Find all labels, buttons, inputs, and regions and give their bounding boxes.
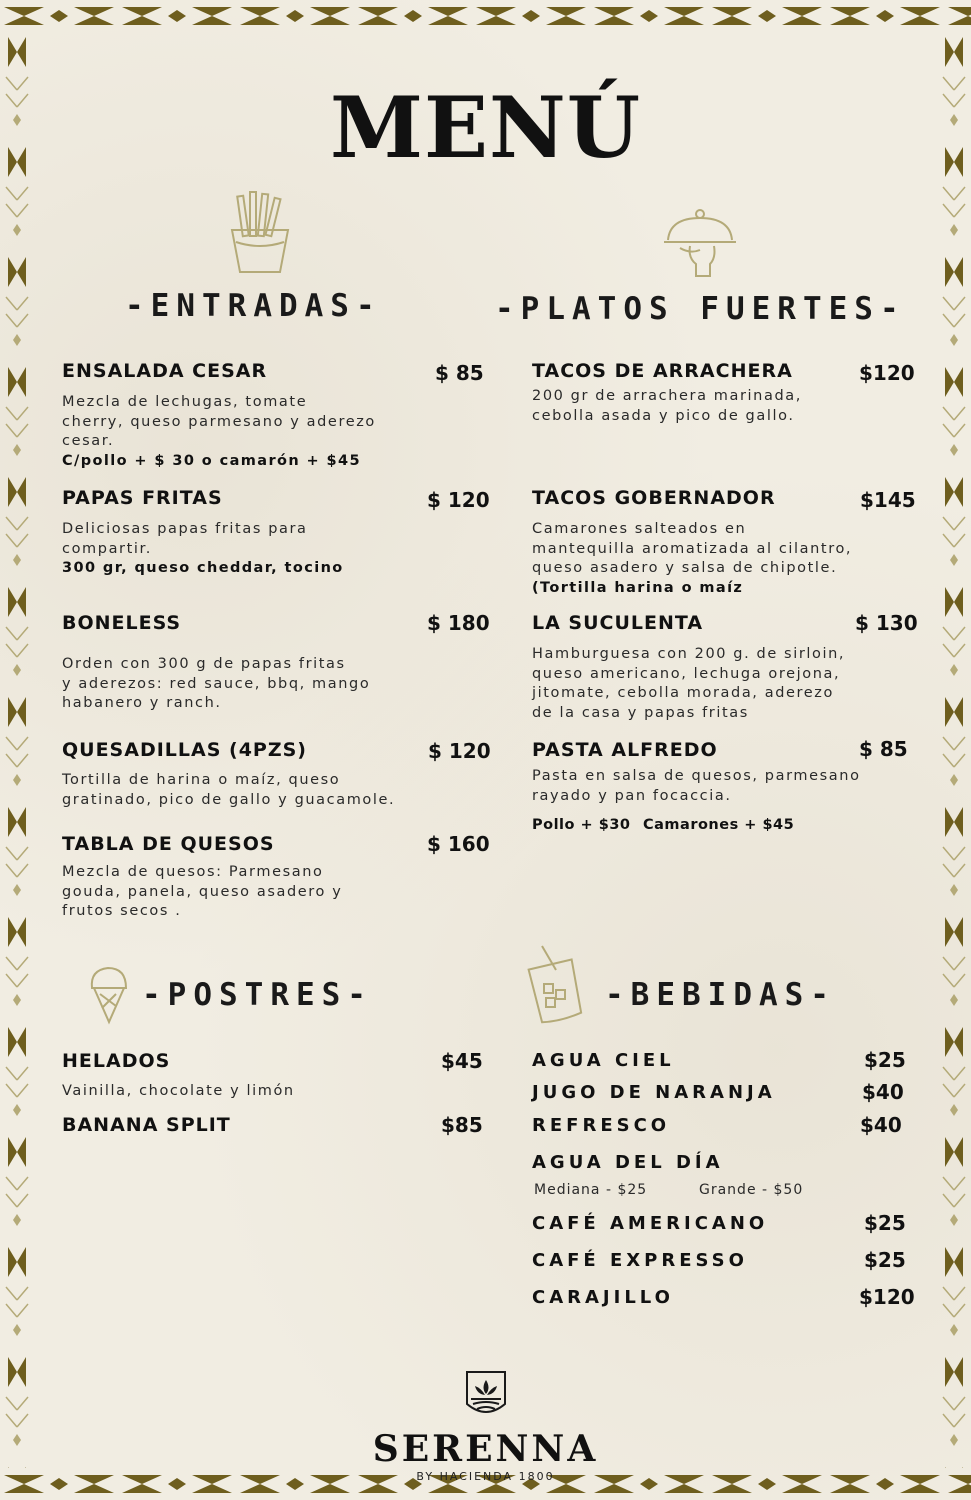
menu-item-name: HELADOS bbox=[62, 1050, 171, 1072]
ice-cream-icon bbox=[86, 962, 132, 1026]
lotus-crest-icon bbox=[465, 1370, 507, 1420]
menu-item-description: Camarones salteados en mantequilla aromatizada al cilantro, queso asadero y salsa de chipotle. (Tortilla harina o maíz bbox=[532, 521, 853, 596]
drink-name: JUGO DE NARANJA bbox=[532, 1082, 776, 1103]
drink-name: CAFÉ AMERICANO bbox=[532, 1213, 769, 1234]
menu-item-name: TACOS GOBERNADOR bbox=[532, 487, 776, 509]
section-title-bebidas: -BEBIDAS- bbox=[605, 977, 836, 1013]
drink-price: $120 bbox=[859, 1285, 915, 1309]
drink-name: CARAJILLO bbox=[532, 1287, 674, 1308]
drink-price: $25 bbox=[864, 1048, 906, 1072]
menu-item-price: $ 85 bbox=[859, 737, 908, 761]
menu-item-price: $ 120 bbox=[428, 739, 491, 763]
menu-item-name: QUESADILLAS (4PZS) bbox=[62, 739, 307, 761]
section-title-entradas: -ENTRADAS- bbox=[125, 288, 382, 324]
menu-item-description: Orden con 300 g de papas fritas y aderezos: red sauce, bbq, mango habanero y ranch. bbox=[62, 656, 371, 711]
menu-item-description: Hamburguesa con 200 g. de sirloin, queso americano, lechuga orejona, jitomate, cebolla morada, aderezo de la casa y papas fritas bbox=[532, 646, 846, 721]
section-title-platos-fuertes: -PLATOS FUERTES- bbox=[495, 291, 906, 327]
agua-size-mediana: Mediana - $25 bbox=[534, 1182, 648, 1198]
menu-item-name: TABLA DE QUESOS bbox=[62, 833, 275, 855]
menu-item-description: Tortilla de harina o maíz, queso gratinado, pico de gallo y guacamole. bbox=[62, 772, 396, 808]
drink-price: $25 bbox=[864, 1248, 906, 1272]
drink-price: $40 bbox=[862, 1080, 904, 1104]
menu-item-price: $ 180 bbox=[427, 611, 490, 635]
menu-title: MENÚ bbox=[329, 78, 642, 177]
menu-item-name: PAPAS FRITAS bbox=[62, 487, 223, 509]
section-title-postres: -POSTRES- bbox=[142, 977, 373, 1013]
menu-item-name: ENSALADA CESAR bbox=[62, 360, 268, 382]
drink-icon bbox=[526, 942, 586, 1026]
menu-item-price: $85 bbox=[441, 1113, 483, 1137]
brand-name: SERENNA bbox=[372, 1428, 599, 1470]
menu-item-description: 200 gr de arrachera marinada, cebolla asada y pico de gallo. bbox=[532, 388, 802, 424]
menu-item-description: Mezcla de lechugas, tomate cherry, queso parmesano y aderezo cesar. C/pollo + $ 30 o camarón + $45 bbox=[62, 394, 376, 469]
pasta-extra-pollo: Pollo + $30 bbox=[532, 817, 631, 833]
menu-item-price: $ 160 bbox=[427, 832, 490, 856]
drink-name: AGUA CIEL bbox=[532, 1050, 675, 1071]
menu-item-name: LA SUCULENTA bbox=[532, 612, 704, 634]
drink-name: CAFÉ EXPRESSO bbox=[532, 1250, 748, 1271]
right-border bbox=[937, 32, 971, 1468]
cloche-icon bbox=[660, 206, 740, 280]
menu-item-description: Mezcla de quesos: Parmesano gouda, panela, queso asadero y frutos secos . bbox=[62, 864, 343, 919]
menu-item-description: Deliciosas papas fritas para compartir. 300 gr, queso cheddar, tocino bbox=[62, 521, 344, 576]
agua-size-grande: Grande - $50 bbox=[699, 1182, 804, 1198]
menu-item-name: BONELESS bbox=[62, 612, 182, 634]
top-border bbox=[0, 0, 971, 32]
drink-price: $25 bbox=[864, 1211, 906, 1235]
pasta-extra-camarones: Camarones + $45 bbox=[643, 817, 795, 833]
menu-item-description: Vainilla, chocolate y limón bbox=[62, 1083, 295, 1099]
menu-item-description: Pasta en salsa de quesos, parmesano rayado y pan focaccia. bbox=[532, 768, 861, 804]
drink-name: REFRESCO bbox=[532, 1115, 671, 1136]
menu-item-name: PASTA ALFREDO bbox=[532, 739, 718, 761]
menu-item-price: $ 120 bbox=[427, 488, 490, 512]
menu-item-name: BANANA SPLIT bbox=[62, 1114, 231, 1136]
left-border bbox=[0, 32, 34, 1468]
menu-item-price: $ 85 bbox=[435, 361, 484, 385]
menu-item-name: TACOS DE ARRACHERA bbox=[532, 360, 793, 382]
menu-item-price: $45 bbox=[441, 1049, 483, 1073]
fries-icon bbox=[222, 190, 298, 276]
drink-name: AGUA DEL DÍA bbox=[532, 1152, 724, 1173]
menu-item-price: $145 bbox=[860, 488, 916, 512]
menu-item-price: $120 bbox=[859, 361, 915, 385]
brand-subtitle: BY HACIENDA 1800 bbox=[416, 1470, 555, 1483]
menu-item-price: $ 130 bbox=[855, 611, 918, 635]
drink-price: $40 bbox=[860, 1113, 902, 1137]
